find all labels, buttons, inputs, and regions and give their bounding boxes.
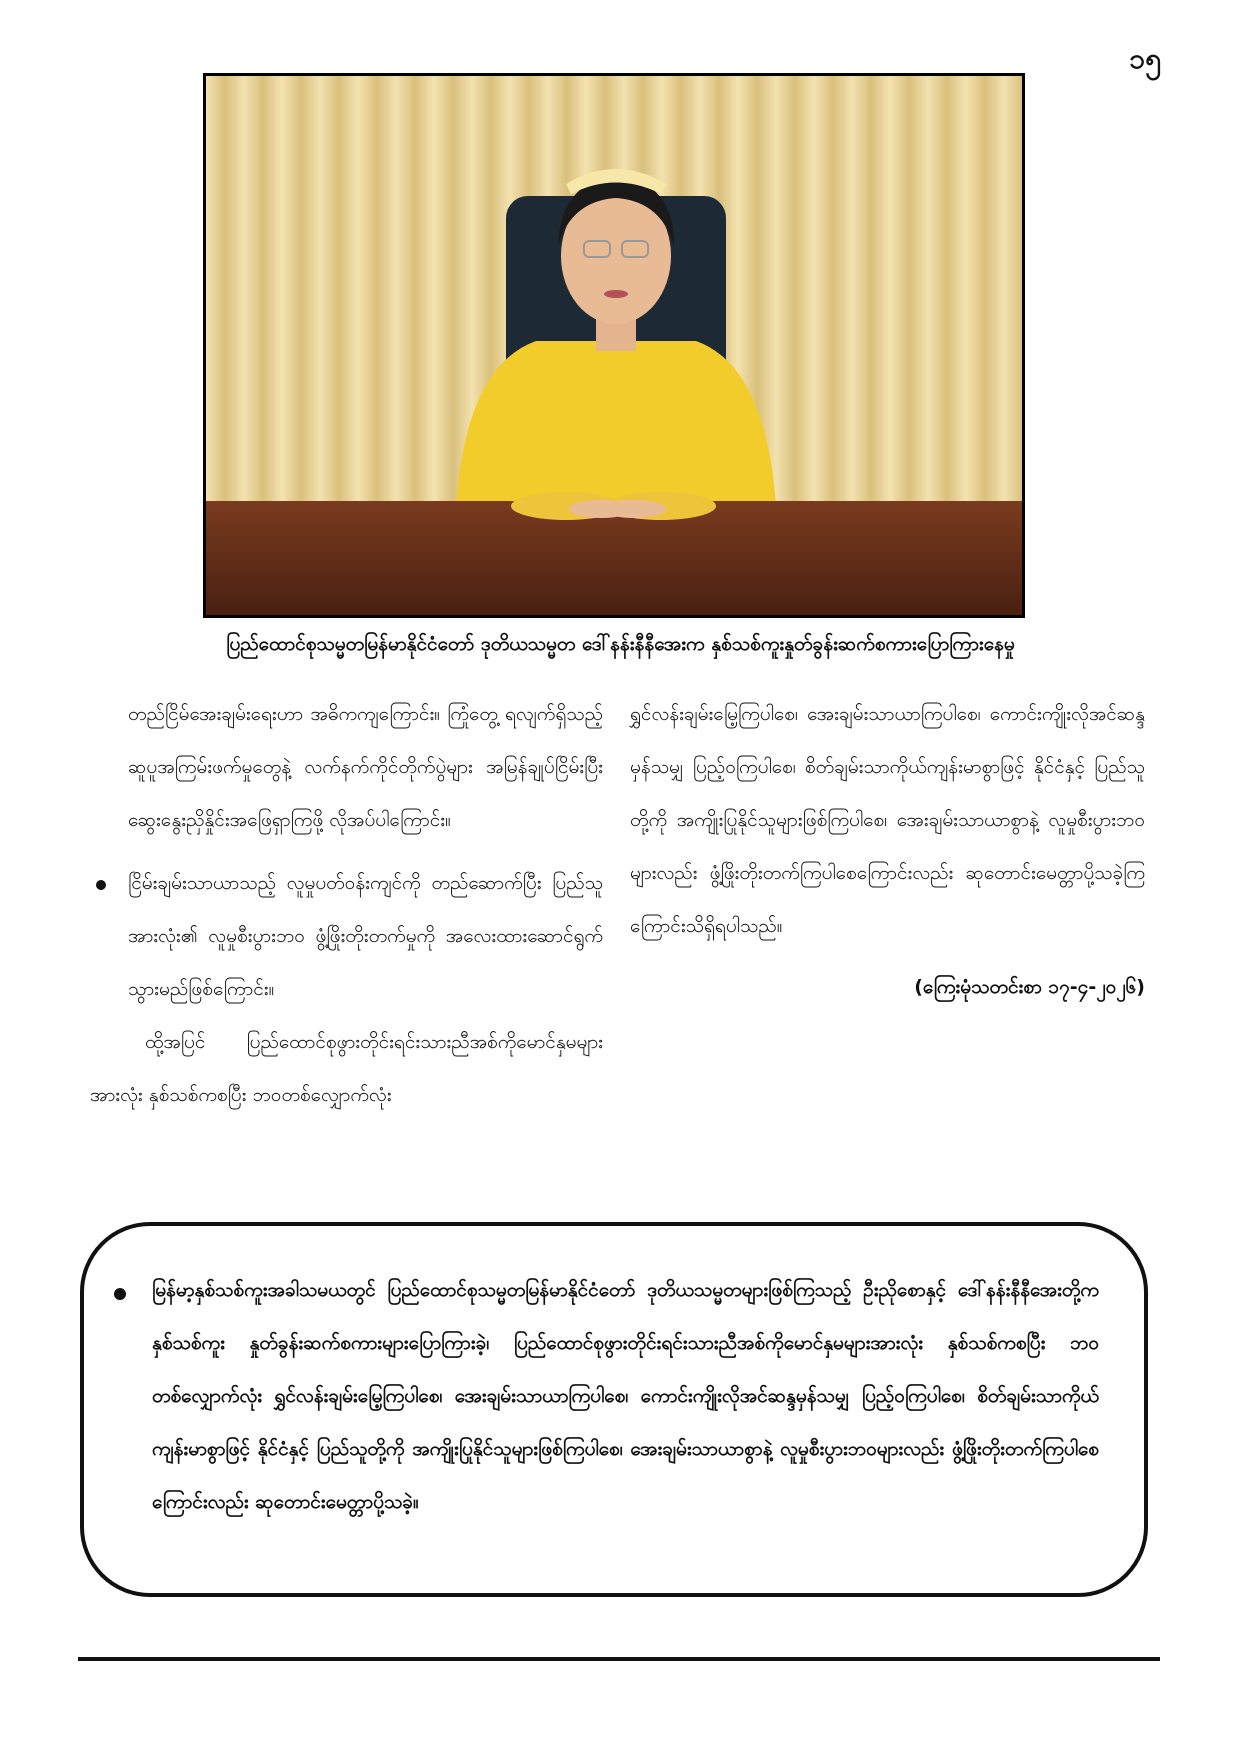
bottom-rule (78, 1657, 1160, 1661)
right-paragraph-1: ရွှင်လန်းချမ်းမြေ့ကြပါစေ၊ အေးချမ်းသာယာကြပါစေ၊ ကောင်းကျိုးလိုအင်ဆန္ဒမှန်သမျှ ပြည့်ဝကြပါစေ၊ စိတ်ချမ်းသာကိုယ်ကျန်းမာစွာဖြင့် နိုင်ငံနှင့် ပြည်သူတို့ကို အကျိုးပြုနိုင်သူများဖြစ်ကြပါစေ၊ အေးချမ်းသာယာစွာနဲ့ လူမှုစီးပွားဘဝများလည်း ဖွံ့ဖြိုးတိုးတက်ကြပါစေကြောင်းလည်း ဆုတောင်းမေတ္တာပို့သခဲ့ကြကြောင်းသိရှိရပါသည်။ (630, 703, 1145, 937)
speaker-photo (203, 73, 1025, 618)
bullet-icon (114, 1288, 126, 1300)
left-bullet-item (90, 857, 603, 1016)
left-bullet-text: ငြိမ်းချမ်းသာယာသည့် လူမှုပတ်ဝန်းကျင်ကို တည်ဆောက်ပြီး ပြည်သူအားလုံး၏ လူမှုစီးပွားဘဝ ဖွံ့ဖြိုးတိုးတက်မှုကို အလေးထားဆောင်ရွက်သွားမည်ဖြစ်ကြောင်း။ (128, 872, 603, 1000)
right-column (630, 688, 1145, 1014)
summary-text: မြန်မာ့နှစ်သစ်ကူးအခါသမယတွင် ပြည်ထောင်စုသမ္မတမြန်မာနိုင်ငံတော် ဒုတိယသမ္မတများဖြစ်ကြသည့် ဦးညိုစောနှင့် ဒေါ်နန်းနီနီအေးတို့က နှစ်သစ်ကူး နှုတ်ခွန်းဆက်စကားများပြောကြားခဲ့၊ ပြည်ထောင်စုဖွားတိုင်းရင်းသားညီအစ်ကိုမောင်နှမများအားလုံး နှစ်သစ်ကစပြီး ဘဝတစ်လျှောက်လုံး ရွှင်လန်းချမ်းမြေ့ကြပါစေ၊ အေးချမ်းသာယာကြပါစေ၊ ကောင်းကျိုးလိုအင်ဆန္ဒမှန်သမျှ ပြည့်ဝကြပါစေ၊ စိတ်ချမ်းသာကိုယ်ကျန်းမာစွာဖြင့် နိုင်ငံနှင့် ပြည်သူတို့ကို အကျိုးပြုနိုင်သူများဖြစ်ကြပါစေ၊ အေးချမ်းသာယာစွာနဲ့ လူမှုစီးပွားဘဝများလည်း ဖွံ့ဖြိုးတိုးတက်ကြပါစေကြောင်းလည်း ဆုတောင်းမေတ္တာပို့သခဲ့။ (152, 1279, 1099, 1513)
page-number: ၁၅ (1129, 42, 1161, 75)
speaker-photo-illustration (206, 76, 1022, 615)
left-paragraph-2: ထို့အပြင် ပြည်ထောင်စုဖွားတိုင်းရင်းသားညီအစ်ကိုမောင်နှမများအားလုံး နှစ်သစ်ကစပြီး ဘဝတစ်လျှောက်လုံး (90, 1031, 603, 1106)
photo-caption: ပြည်ထောင်စုသမ္မတမြန်မာနိုင်ငံတော် ဒုတိယသမ္မတ ဒေါ်နန်းနီနီအေးက နှစ်သစ်ကူးနှုတ်ခွန်းဆက်စကားပြောကြားနေမှု (226, 633, 1015, 655)
left-column (90, 688, 603, 1122)
bullet-icon (96, 880, 106, 890)
news-source: (ကြေးမုံသတင်းစာ ၁၇-၄-၂၀၂၆) (914, 976, 1145, 998)
summary-box (80, 1222, 1148, 1597)
left-paragraph-1: တည်ငြိမ်အေးချမ်းရေးဟာ အဓိကကျကြောင်း။ ကြုံတွေ့ ရလျက်ရှိသည့် ဆူပူအကြမ်းဖက်မှုတွေနဲ့ လက်နက်ကိုင်တိုက်ပွဲများ အမြန်ချုပ်ငြိမ်းပြီး ဆွေးနွေးညှိနှိုင်းအဖြေရှာကြဖို့ လိုအပ်ပါကြောင်း။ (128, 703, 603, 831)
